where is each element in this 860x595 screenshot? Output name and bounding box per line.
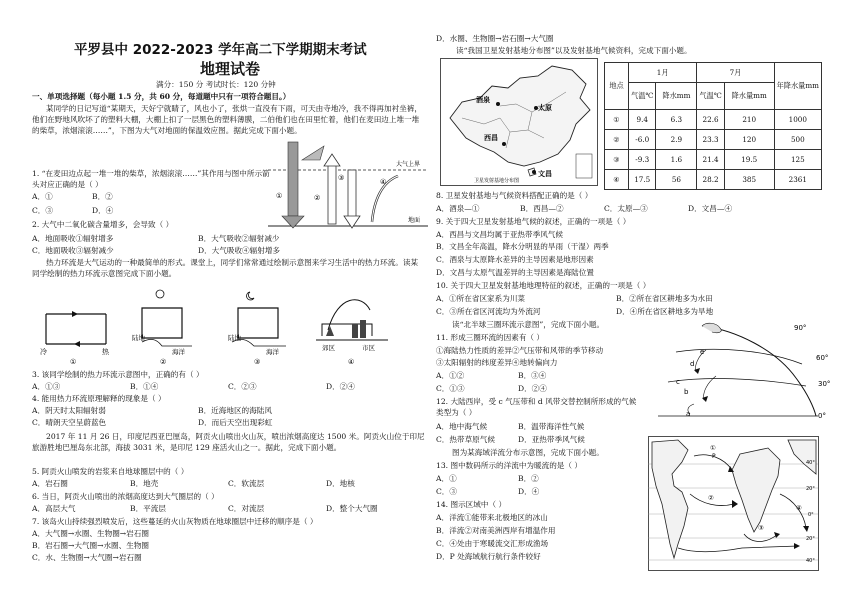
q8-option-d[interactable]: D．文昌—④ <box>688 204 733 213</box>
q9-option-a[interactable]: A．西昌与文昌均属于亚热带季风气候 <box>436 230 563 239</box>
q8-stem: 8. 卫星发射基地与气候资料搭配正确的是（ ） <box>436 191 593 200</box>
q9-stem: 9. 关于四大卫星发射基地气候的叙述，正确的一项是（ ） <box>436 217 631 226</box>
q3-option-d[interactable]: D．②④ <box>326 382 355 391</box>
q13-option-c[interactable]: C．③ <box>436 487 457 496</box>
marker-4: ④ <box>380 178 387 186</box>
three-cell-circulation-diagram <box>646 320 836 428</box>
intro-paragraph-3: 2017 年 11 月 26 日，印度尼西亚巴厘岛，阿贡火山喷出火山灰，喷出浓烟高度达 1500 米。阿贡火山位于印尼旅游胜地巴厘岛东北部，海拔 3031 米，是印尼 129 座活火山之一。据此，完成下面小题。 <box>32 432 425 452</box>
q13-stem: 13. 图中数码所示的洋流中为暖流的是（ ） <box>436 461 582 470</box>
map-caption: 卫星发射基地分布图 <box>474 178 520 184</box>
q1-stem: 1. “在麦田边点起一堆一堆的柴草，浓烟滚滚……”其作用与图中所示箭头对应正确的是（ ） <box>32 169 270 189</box>
table-row <box>605 110 822 130</box>
circ2-num: ② <box>160 358 167 366</box>
circ1-num: ① <box>70 358 77 366</box>
intro-paragraph-1: 某同学的日记写道“某期天，天好宁就睛了，风也小了，张烘一直没有下雨，可天由寺地冷，我不得再加衬坐裤，他们在野地风吹坏了的塑料大棚，大棚上扣了一层黑色的塑料薄膜，二伯他们也在田里忙着，他们在麦田边上堆一堆的柴草，浓烟滚滚……”，下图为大气对地面的保温效应图。据此完成下面小题。 <box>32 104 422 135</box>
th-jul-temp: 气温℃ <box>697 83 724 110</box>
q4-option-d[interactable]: D．而后天空出现彩虹 <box>198 418 273 427</box>
city-xichang: 西昌 <box>484 134 498 142</box>
table-cell: 125 <box>774 150 821 170</box>
current-4: ④ <box>796 504 802 512</box>
circ4-num: ④ <box>348 358 355 366</box>
q1-option-d[interactable]: D．④ <box>92 206 114 215</box>
q14-option-d[interactable]: D．P 处海域航行航行条件较好 <box>436 552 541 561</box>
q1-option-c[interactable]: C．③ <box>32 206 53 215</box>
th-jan: 1月 <box>629 63 697 83</box>
grid-lat-5: 40° <box>806 558 815 564</box>
grid-lat-2: 20° <box>806 486 815 492</box>
circulation-3 <box>228 292 286 366</box>
table-cell: ② <box>605 130 629 150</box>
q12-option-c[interactable]: C．热带草原气候 <box>436 435 495 444</box>
top-boundary-label: 大气上界 <box>396 161 421 168</box>
q4-stem: 4. 能用热力环流原理解释的现象是（ ） <box>32 394 166 403</box>
q2-stem: 2. 大气中二氧化碳含量增多，会导致（ ） <box>32 220 174 229</box>
intro-paragraph-4: 读“我国卫星发射基地分布图”以及发射基地气候资料，完成下面小题。 <box>456 46 692 55</box>
th-site: 地点 <box>605 63 629 110</box>
table-cell: 23.3 <box>697 130 724 150</box>
q10-option-b[interactable]: B．②所在省区耕地多为水田 <box>616 294 713 303</box>
circ3-num: ③ <box>254 358 261 366</box>
intro-paragraph-6: 图为某海域洋流分布示意图，完成下面小题。 <box>452 448 604 457</box>
table-cell: ④ <box>605 170 629 190</box>
q7-option-c[interactable]: C．水、生物圈→大气圈→岩石圈 <box>32 553 142 562</box>
q3-option-b[interactable]: B．①④ <box>130 382 159 391</box>
q12-option-b[interactable]: B．温带海洋性气候 <box>518 422 585 431</box>
marker-1: ① <box>276 192 283 200</box>
q4-option-c[interactable]: C．晴朗天空呈蔚蓝色 <box>32 418 107 427</box>
q11-statement-2: ③太阳辐射的纬度差异④地转偏向力 <box>436 358 558 367</box>
table-cell: 56 <box>656 170 697 190</box>
subject-title: 地理试卷 <box>200 60 261 78</box>
q5-option-a[interactable]: A．岩石圈 <box>32 479 68 488</box>
grid-lat-4: 20° <box>806 536 815 542</box>
launch-site-map <box>440 58 598 186</box>
table-cell: 9.4 <box>629 110 656 130</box>
table-cell: 2.9 <box>656 130 697 150</box>
current-1: ① <box>710 444 716 452</box>
q7-option-a[interactable]: A．大气圈→水圈、生物圈→岩石圈 <box>32 529 149 538</box>
grid-lat-1: 40° <box>806 460 815 466</box>
q10-option-a[interactable]: A．①所在省区家系为川菜 <box>436 294 526 303</box>
circulation-4 <box>316 300 388 366</box>
table-cell: 19.5 <box>724 150 774 170</box>
score-time: 满分：150 分 考试时长：120 分钟 <box>156 80 276 89</box>
marker-3: ③ <box>338 174 345 182</box>
letter-d: d <box>690 360 695 368</box>
q3-option-a[interactable]: A．①③ <box>32 382 61 391</box>
point-p: P <box>712 453 716 460</box>
greenhouse-diagram <box>268 140 428 232</box>
q3-stem: 3. 该同学绘制的热力环流示意图中，正确的有（ ） <box>32 370 204 379</box>
q4-option-a[interactable]: A．阴天时太阳辐射弱 <box>32 406 106 415</box>
table-row <box>605 170 822 190</box>
q11-option-c[interactable]: C．①③ <box>436 384 465 393</box>
q6-option-a[interactable]: A．高层大气 <box>32 504 76 513</box>
q4-option-b[interactable]: B．近海地区的海陆风 <box>198 406 272 415</box>
circulation-2 <box>132 290 192 366</box>
q11-option-a[interactable]: A．①② <box>436 371 465 380</box>
q14-option-a[interactable]: A．洋流①能带来北极地区的冰山 <box>436 513 548 522</box>
city-jiuquan: 酒泉 <box>476 96 490 104</box>
q13-option-d[interactable]: D．④ <box>518 487 540 496</box>
q6-option-b[interactable]: B．平流层 <box>130 504 166 513</box>
q6-option-d[interactable]: D．整个大气圈 <box>326 504 378 513</box>
q7-option-b[interactable]: B．岩石圈→大气圈→水圈、生物圈 <box>32 541 150 550</box>
grid-lat-3: 0° <box>808 512 814 518</box>
q8-option-b[interactable]: B．西昌—② <box>520 204 564 213</box>
q12-option-d[interactable]: D．亚热带季风气候 <box>518 435 585 444</box>
circ3-land: 陆地 <box>228 334 241 342</box>
q6-stem: 6. 当日，阿贡火山喷出的浓烟高度达到大气圈层的（ ） <box>32 492 219 501</box>
q11-statement-1: ①海陆热力性质的差异②气压带和风带的季节移动 <box>436 346 604 355</box>
table-cell: ① <box>605 110 629 130</box>
q2-option-a[interactable]: A．地面吸收①辐射增多 <box>32 234 114 243</box>
q14-option-b[interactable]: B．洋流②对南美洲西岸有增温作用 <box>436 526 556 535</box>
q7-option-d[interactable]: D．水圈、生物圈→岩石圈→大气圈 <box>436 34 554 43</box>
th-jan-temp: 气温℃ <box>629 83 656 110</box>
q9-option-b[interactable]: B．文昌全年高温，降水分明显的旱雨（干湿）两季 <box>436 242 609 251</box>
q10-option-d[interactable]: D．④所在省区耕地多为旱地 <box>616 307 714 316</box>
q7-stem: 7. 该岛火山持续强烈喷发后，这些蔓延的火山灰物质在地球圈层中迁移的顺序是（ ） <box>32 517 318 526</box>
circ4-city: 市区 <box>362 344 375 352</box>
current-3: ③ <box>758 524 764 532</box>
circulation-1 <box>40 311 110 366</box>
th-annual: 年降水量mm <box>774 63 821 110</box>
letter-c: c <box>676 378 680 386</box>
th-jul: 7月 <box>697 63 774 83</box>
circ2-land: 陆地 <box>132 334 145 342</box>
circ1-left: 冷 <box>40 348 47 356</box>
lat-30: 30° <box>818 380 831 388</box>
city-taiyuan: 太原 <box>538 104 552 112</box>
q14-option-c[interactable]: C．④处由于寒暖流交汇形成渔场 <box>436 539 549 548</box>
q5-option-d[interactable]: D．地核 <box>326 479 355 488</box>
q8-option-c[interactable]: C．太原—③ <box>604 204 648 213</box>
circ2-sea: 海洋 <box>172 348 185 356</box>
q13-option-a[interactable]: A．① <box>436 474 457 483</box>
table-cell: 6.3 <box>656 110 697 130</box>
circulation-diagrams <box>32 284 430 366</box>
table-cell: -9.3 <box>629 150 656 170</box>
lat-90: 90° <box>794 324 807 332</box>
ground-label: 地面 <box>408 217 421 224</box>
q9-option-c[interactable]: C．酒泉与太原降水差异的主导因素是地形因素 <box>436 255 594 264</box>
q5-option-b[interactable]: B．地壳 <box>130 479 159 488</box>
q12-stem: 12. 大陆西岸，受 c 气压带和 d 风带交替控制所形成的气候类型为（ ） <box>436 397 637 417</box>
table-cell: 22.6 <box>697 110 724 130</box>
table-cell: -6.0 <box>629 130 656 150</box>
section-heading: 一、单项选择题（每小题 1.5 分，共 60 分，每道题中只有一项符合题目。） <box>32 92 291 101</box>
ocean-currents-map <box>648 434 828 572</box>
letter-b: b <box>684 388 689 396</box>
q6-option-c[interactable]: C．对流层 <box>228 504 265 513</box>
lat-60: 60° <box>816 354 829 362</box>
table-cell: 120 <box>724 130 774 150</box>
current-2: ② <box>708 494 714 502</box>
table-row <box>605 130 822 150</box>
table-cell: 1.6 <box>656 150 697 170</box>
q11-option-d[interactable]: D．②④ <box>518 384 547 393</box>
intro-paragraph-2: 热力环流是大气运动的一种最简单的形式。课堂上，同学们常常通过绘制示意图来学习生活中的热力环流。读某同学绘制的热力环流示意图完成下面小题。 <box>32 258 419 278</box>
table-cell: 28.2 <box>697 170 724 190</box>
table-cell: 2361 <box>774 170 821 190</box>
q10-stem: 10. 关于四大卫星发射基地地理特征的叙述，正确的一项是（ ） <box>436 281 651 290</box>
table-row <box>605 150 822 170</box>
table-cell: ③ <box>605 150 629 170</box>
q12-option-a[interactable]: A．地中海气候 <box>436 422 488 431</box>
q5-option-c[interactable]: C．软流层 <box>228 479 265 488</box>
exam-title: 平罗县中 2022-2023 学年高二下学期期末考试 <box>74 42 367 58</box>
city-wenchang: 文昌 <box>538 170 552 178</box>
q10-option-c[interactable]: C．③所在省区河流均为外流河 <box>436 307 541 316</box>
table-cell: 210 <box>724 110 774 130</box>
q8-option-a[interactable]: A．酒泉—① <box>436 204 480 213</box>
letter-a: a <box>686 410 691 418</box>
q2-option-c[interactable]: C．地面吸收③辐射减少 <box>32 246 114 255</box>
table-cell: 385 <box>724 170 774 190</box>
q3-option-c[interactable]: C．②③ <box>228 382 257 391</box>
climate-table <box>604 62 822 190</box>
table-cell: 1000 <box>774 110 821 130</box>
circ1-right: 热 <box>102 348 109 356</box>
table-cell: 17.5 <box>629 170 656 190</box>
q2-option-b[interactable]: B．大气吸收②辐射减少 <box>198 234 280 243</box>
q1-option-b[interactable]: B．② <box>92 192 113 201</box>
letter-e: e <box>700 348 705 356</box>
circ3-sea: 海洋 <box>266 348 279 356</box>
table-cell: 21.4 <box>697 150 724 170</box>
lat-0: 0° <box>818 412 826 420</box>
q2-option-d[interactable]: D．大气吸收④辐射增多 <box>198 246 281 255</box>
q5-stem: 5. 阿贡火山喷发的岩浆来自地球圈层中的（ ） <box>32 467 189 476</box>
th-jul-precip: 降水量mm <box>724 83 774 110</box>
intro-paragraph-5: 读“北半球三圈环流示意图”，完成下面小题。 <box>452 320 605 329</box>
q14-stem: 14. 图示区域中（ ） <box>436 500 507 509</box>
marker-2: ② <box>314 194 321 202</box>
q11-stem: 11. 形成三圈环流的因素有（ ） <box>436 333 545 342</box>
q13-option-b[interactable]: B．② <box>518 474 539 483</box>
circ4-suburb: 郊区 <box>322 344 335 352</box>
q9-option-d[interactable]: D．文昌与太原气温差异的主导因素是海陆位置 <box>436 268 594 277</box>
q1-option-a[interactable]: A．① <box>32 192 53 201</box>
th-jan-precip: 降水mm <box>656 83 697 110</box>
table-cell: 500 <box>774 130 821 150</box>
q11-option-b[interactable]: B．③④ <box>518 371 547 380</box>
